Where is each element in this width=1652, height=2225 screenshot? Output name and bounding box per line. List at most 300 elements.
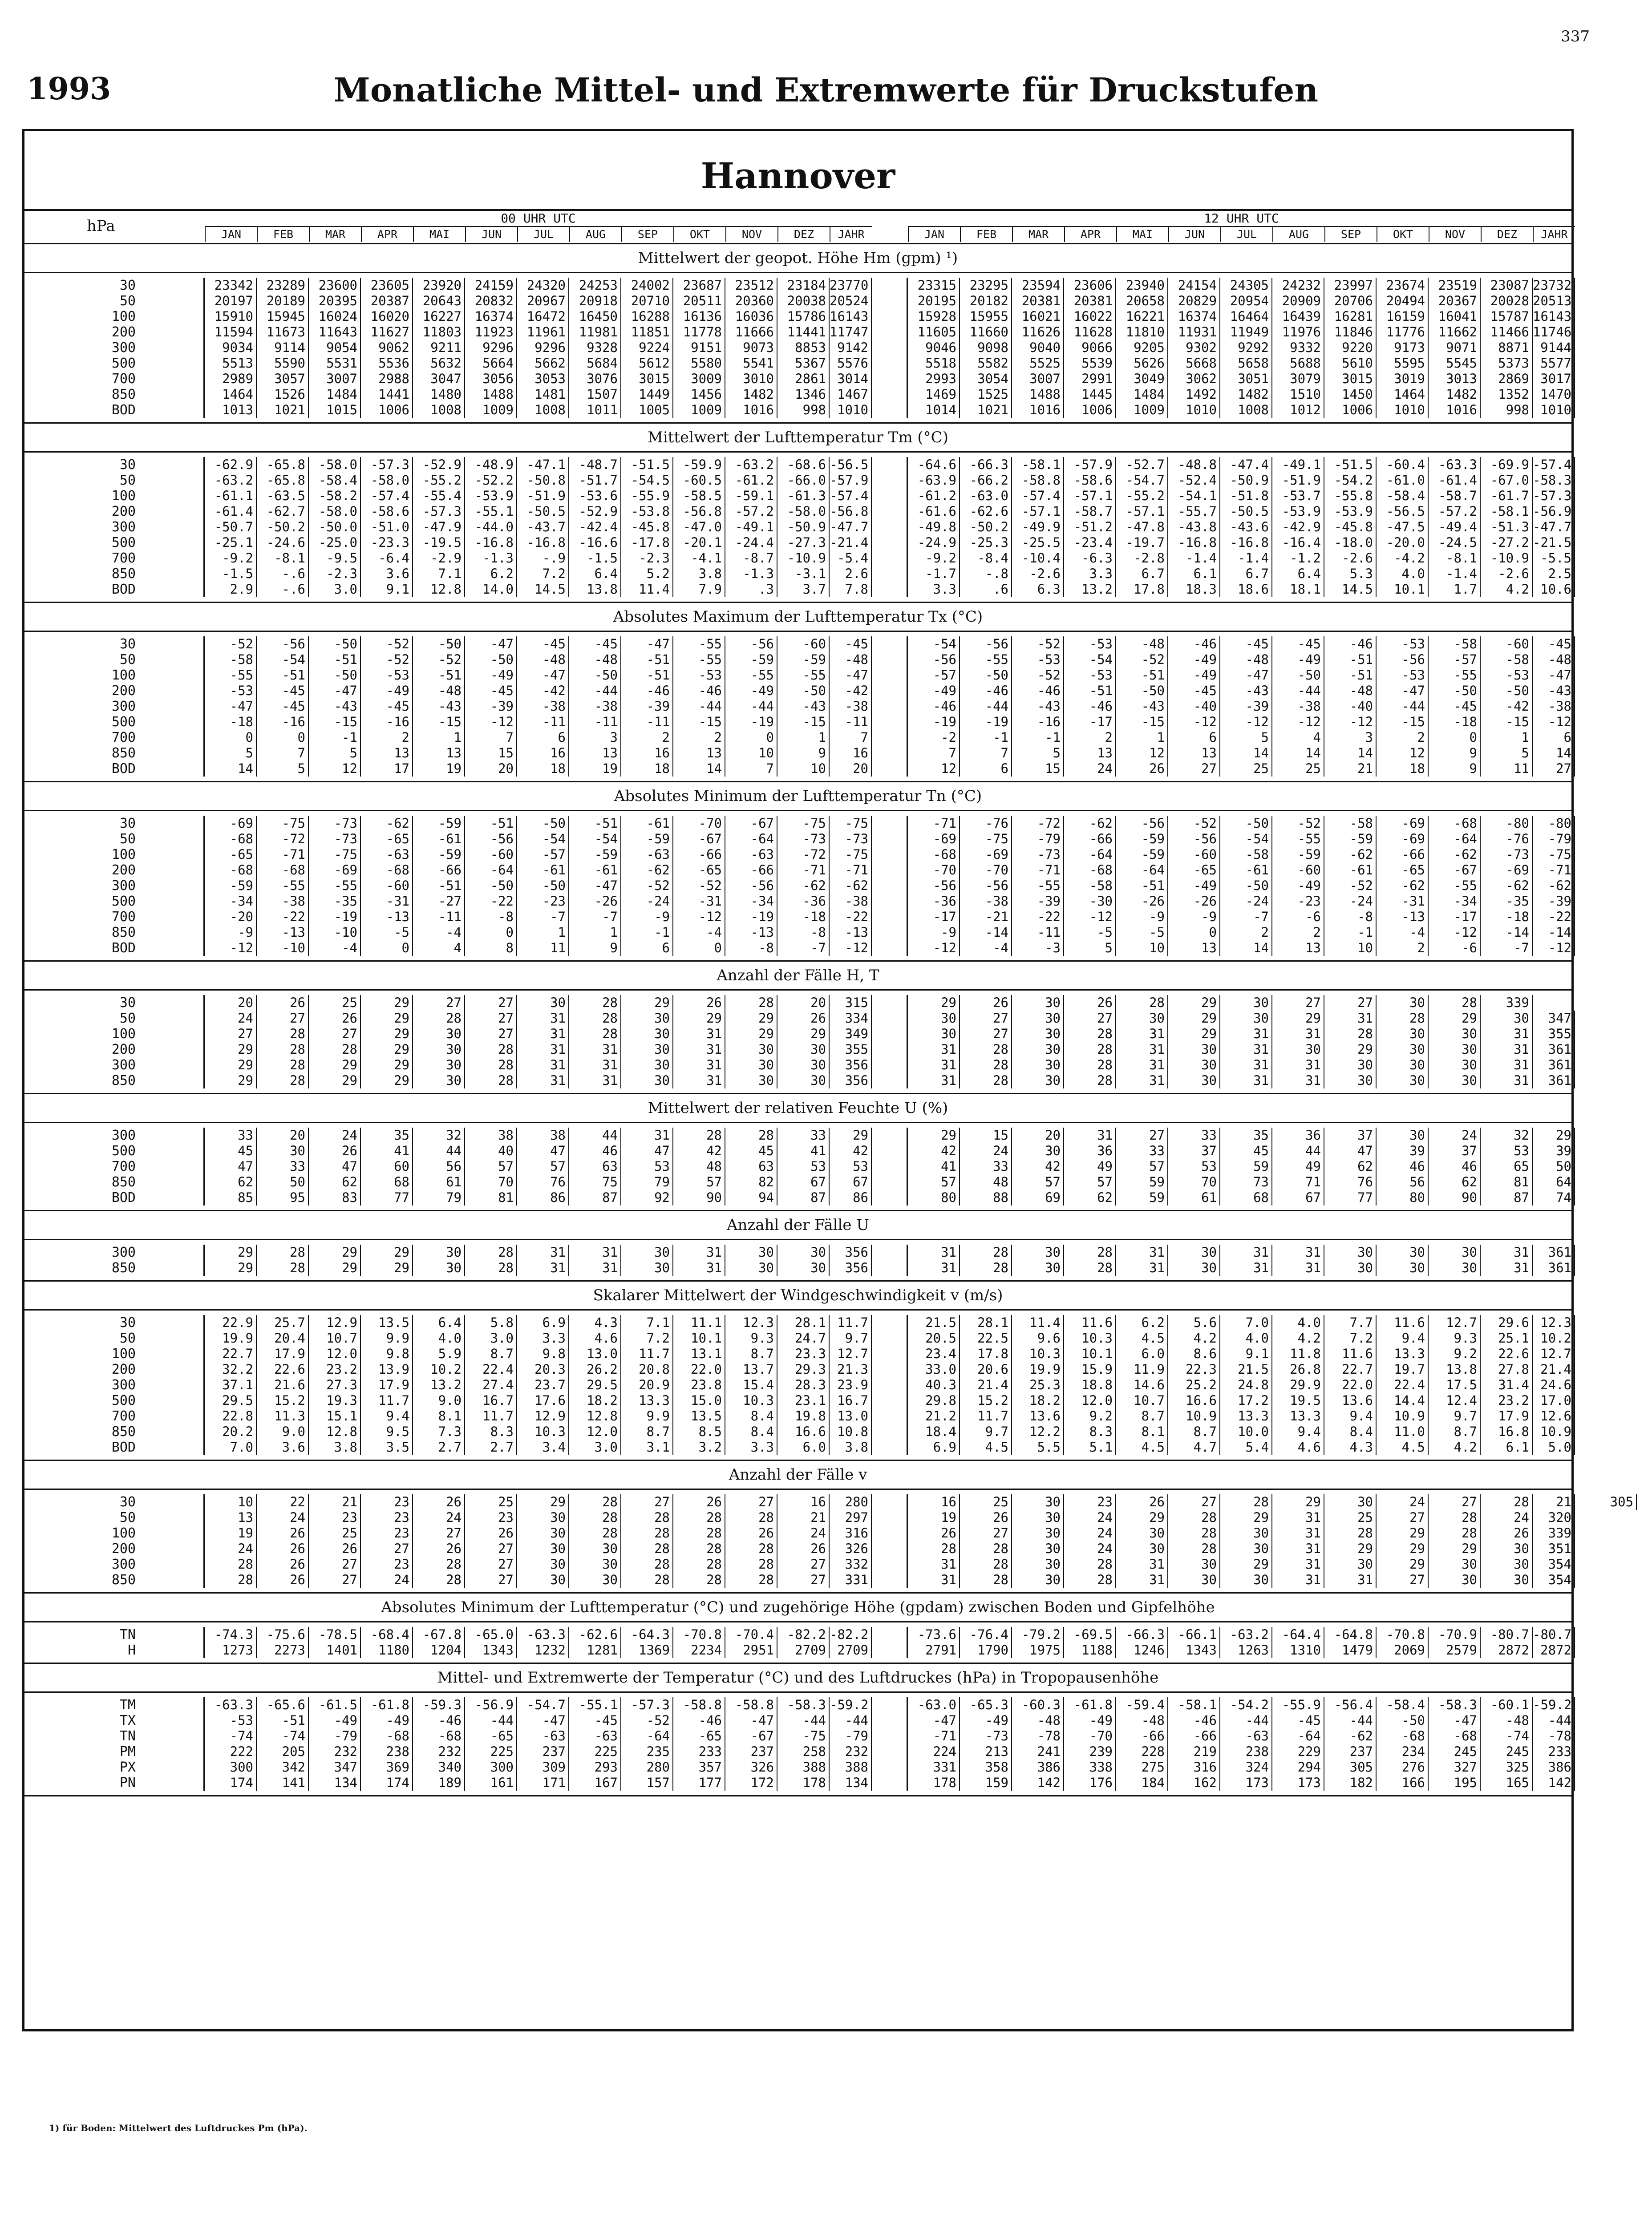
table-cell: -67	[1429, 862, 1481, 878]
table-cell: 30	[413, 1260, 465, 1276]
table-cell: 11.9	[1116, 1362, 1168, 1377]
table-cell: 29	[1116, 1510, 1168, 1525]
table-cell: -64	[1116, 862, 1168, 878]
table-cell: -49	[361, 683, 413, 699]
table-cell: -52.7	[1116, 457, 1168, 473]
table-cell: 31	[1272, 1260, 1324, 1276]
table-cell: -45.8	[1324, 519, 1377, 535]
table-cell: -50	[777, 683, 830, 699]
table-cell: -46	[413, 1713, 465, 1728]
table-cell: 17.9	[1481, 1408, 1533, 1424]
table-cell: 28	[673, 1525, 725, 1541]
table-row	[24, 714, 1571, 730]
table-cell: -54	[908, 636, 960, 652]
table-cell: -49.9	[1012, 519, 1064, 535]
table-cell: 228	[1116, 1744, 1168, 1760]
table-cell: -60	[361, 878, 413, 894]
table-cell: 213	[960, 1744, 1012, 1760]
table-cell: 30	[1429, 1557, 1481, 1572]
table-cell: -75	[960, 831, 1012, 847]
table-cell: 35	[361, 1128, 413, 1143]
table-cell: 20189	[257, 293, 309, 309]
table-cell: 28	[465, 1245, 517, 1260]
table-cell: -68	[361, 1728, 413, 1744]
table-cell: 31	[908, 1042, 960, 1057]
table-cell: -79	[830, 1728, 872, 1744]
table-cell: 9062	[361, 340, 413, 356]
table-cell: 29	[361, 1011, 413, 1026]
table-cell: 232	[413, 1744, 465, 1760]
month-header-00-mar: MAR	[309, 227, 361, 242]
table-cell: -48	[569, 652, 621, 668]
table-cell: 30	[1012, 1557, 1064, 1572]
table-cell: 30	[1012, 1260, 1064, 1276]
table-cell: -49	[465, 668, 517, 683]
table-cell: -53	[1377, 668, 1429, 683]
table-cell: -63.0	[908, 1697, 960, 1713]
table-cell: 361	[1533, 1260, 1575, 1276]
table-cell: 184	[1116, 1775, 1168, 1791]
table-row	[24, 519, 1571, 535]
table-cell: -2.6	[1012, 566, 1064, 582]
table-cell: 9.7	[830, 1331, 872, 1346]
table-cell: 351	[1533, 1541, 1575, 1557]
table-cell: 29	[1168, 1026, 1220, 1042]
table-cell: 28.3	[777, 1377, 830, 1393]
table-cell: -48	[413, 683, 465, 699]
table-cell: -54	[517, 831, 569, 847]
table-cell: 189	[413, 1775, 465, 1791]
table-cell: -57.1	[1064, 488, 1116, 504]
table-cell: -47.8	[1116, 519, 1168, 535]
table-cell: 5610	[1324, 356, 1377, 371]
table-cell: -15	[413, 714, 465, 730]
table-cell: 23594	[1012, 278, 1064, 293]
table-cell: 280	[621, 1760, 673, 1775]
table-cell: 2951	[725, 1642, 777, 1658]
table-cell: 10.8	[830, 1424, 872, 1440]
table-cell: 19.7	[1377, 1362, 1429, 1377]
table-cell: -62	[621, 862, 673, 878]
row-label: 500	[111, 356, 136, 371]
row-label: 200	[111, 1541, 136, 1557]
table-cell: -50.2	[257, 519, 309, 535]
table-cell: 12.2	[1012, 1424, 1064, 1440]
table-cell: 16374	[1168, 309, 1220, 324]
table-cell: 28	[1220, 1494, 1272, 1510]
table-cell: -20	[205, 909, 257, 925]
table-cell: 20524	[830, 293, 872, 309]
table-cell: 15945	[257, 309, 309, 324]
row-label: 50	[119, 652, 136, 668]
data-table-frame	[22, 129, 1633, 2031]
table-cell: 29	[1429, 1011, 1481, 1026]
table-cell: 53	[621, 1159, 673, 1174]
table-cell: 85	[205, 1190, 257, 1206]
table-cell: -38	[830, 699, 872, 714]
table-cell: -4	[960, 940, 1012, 956]
table-cell: -62.7	[257, 504, 309, 519]
table-cell: 233	[1533, 1744, 1575, 1760]
table-cell: 31	[569, 1057, 621, 1073]
table-cell: 23	[361, 1525, 413, 1541]
table-cell: 16.8	[1481, 1424, 1533, 1440]
table-cell: 30	[413, 1245, 465, 1260]
table-cell: 3076	[569, 371, 621, 387]
table-cell: 31	[673, 1073, 725, 1088]
table-cell: 9.4	[1377, 1331, 1429, 1346]
table-cell: -16.4	[1272, 535, 1324, 550]
table-cell: -64.3	[621, 1627, 673, 1642]
table-cell: 23600	[309, 278, 361, 293]
table-cell: 8.3	[465, 1424, 517, 1440]
section-body	[24, 1311, 1571, 1460]
table-cell: -71	[830, 862, 872, 878]
table-cell: -60	[465, 847, 517, 862]
table-cell: 245	[1429, 1744, 1481, 1760]
table-section	[24, 962, 1571, 1094]
table-cell: -46	[1012, 683, 1064, 699]
table-cell: 13.3	[621, 1393, 673, 1408]
table-cell: 20513	[1533, 293, 1575, 309]
table-section	[24, 782, 1571, 962]
table-cell: -78	[1533, 1728, 1575, 1744]
table-cell: -25.0	[309, 535, 361, 550]
table-cell: -73	[309, 831, 361, 847]
table-cell: 174	[361, 1775, 413, 1791]
table-cell: 61	[1168, 1190, 1220, 1206]
row-label: 100	[111, 1026, 136, 1042]
table-cell: 28	[1064, 1073, 1116, 1088]
table-cell: -75	[830, 847, 872, 862]
table-cell: 3047	[413, 371, 465, 387]
table-cell: -51	[569, 816, 621, 831]
table-cell: 3.8	[673, 566, 725, 582]
table-cell: -55	[725, 668, 777, 683]
table-cell: 10.0	[1220, 1424, 1272, 1440]
table-cell: 1006	[1324, 402, 1377, 418]
table-cell: 20710	[621, 293, 673, 309]
table-cell: 355	[830, 1042, 872, 1057]
table-cell: 6.7	[1116, 566, 1168, 582]
table-cell: -4	[413, 925, 465, 940]
table-cell: 28	[725, 1557, 777, 1572]
table-cell: 30	[1481, 1011, 1533, 1026]
table-cell: -52.4	[1168, 473, 1220, 488]
table-cell: 10.9	[1168, 1408, 1220, 1424]
table-cell: 44	[413, 1143, 465, 1159]
table-cell: 33	[960, 1159, 1012, 1174]
table-cell: 26	[465, 1525, 517, 1541]
table-cell: -64	[465, 862, 517, 878]
table-cell: 1010	[830, 402, 872, 418]
table-cell: 14	[673, 761, 725, 777]
table-cell: 24	[1064, 1525, 1116, 1541]
table-cell: 1467	[830, 387, 872, 402]
table-cell: -63.0	[960, 488, 1012, 504]
table-cell: 6.4	[413, 1315, 465, 1331]
month-header-12-nov: NOV	[1429, 227, 1481, 242]
table-cell: 5688	[1272, 356, 1324, 371]
table-cell: 26	[309, 1011, 361, 1026]
table-cell: 3.6	[257, 1440, 309, 1455]
table-cell: -52	[673, 878, 725, 894]
section-title: Mittel- und Extremwerte der Temperatur (°C) und des Luftdruckes (hPa) in Tropopausenhöhe	[24, 1664, 1571, 1693]
sections-container	[24, 244, 1633, 1796]
table-cell: -59	[1116, 831, 1168, 847]
table-cell: 30	[1481, 1541, 1533, 1557]
table-cell: -58.8	[673, 1697, 725, 1713]
table-cell: 86	[830, 1190, 872, 1206]
table-cell: 1343	[1168, 1642, 1220, 1658]
table-cell: 7	[908, 745, 960, 761]
table-cell: -42	[517, 683, 569, 699]
table-cell: 23519	[1429, 278, 1481, 293]
table-cell: -7	[777, 940, 830, 956]
table-cell: -52	[1168, 816, 1220, 831]
table-cell: 28	[1168, 1510, 1220, 1525]
table-cell: 178	[777, 1775, 830, 1791]
table-cell: -63.9	[908, 473, 960, 488]
table-cell: 30	[777, 1260, 830, 1276]
table-cell: -1.4	[1220, 550, 1272, 566]
table-cell: -53	[205, 1713, 257, 1728]
table-cell: -1.2	[1272, 550, 1324, 566]
table-cell: 13	[1272, 940, 1324, 956]
table-cell: 3.8	[830, 1440, 872, 1455]
table-cell: -55.9	[1272, 1697, 1324, 1713]
table-cell: 5577	[1533, 356, 1575, 371]
table-row	[24, 1377, 1571, 1393]
table-cell: -9.5	[309, 550, 361, 566]
table-cell: 27	[465, 995, 517, 1011]
table-cell: 13.7	[725, 1362, 777, 1377]
table-cell: 8871	[1481, 340, 1533, 356]
table-cell: 27	[257, 1011, 309, 1026]
table-cell: 37.1	[205, 1377, 257, 1393]
table-cell: -35	[1481, 894, 1533, 909]
table-cell: -50	[517, 816, 569, 831]
table-cell: 80	[908, 1190, 960, 1206]
table-cell: 57	[1012, 1174, 1064, 1190]
table-cell: 5	[1064, 940, 1116, 956]
table-cell: 9040	[1012, 340, 1064, 356]
table-cell: -63	[569, 1728, 621, 1744]
table-cell: -1	[309, 730, 361, 745]
table-cell: 3.2	[673, 1440, 725, 1455]
table-cell: -50	[465, 878, 517, 894]
table-cell: 28	[960, 1572, 1012, 1588]
month-header-00-nov: NOV	[725, 227, 777, 242]
table-cell: 280	[830, 1494, 872, 1510]
table-cell: 3053	[517, 371, 569, 387]
table-cell: 77	[361, 1190, 413, 1206]
row-label: 30	[119, 995, 136, 1011]
table-cell: -17	[908, 909, 960, 925]
table-cell: 1480	[413, 387, 465, 402]
table-cell: -56.4	[1324, 1697, 1377, 1713]
table-cell: 53	[830, 1159, 872, 1174]
table-cell: 11.1	[673, 1315, 725, 1331]
table-cell: 8.3	[1064, 1424, 1116, 1440]
table-cell: 11673	[257, 324, 309, 340]
table-cell: 162	[1168, 1775, 1220, 1791]
table-cell: 31	[1272, 1510, 1324, 1525]
table-cell: -15	[1116, 714, 1168, 730]
table-cell: -13	[257, 925, 309, 940]
row-label: TN	[119, 1627, 136, 1642]
table-cell: 40	[465, 1143, 517, 1159]
table-cell: -12	[830, 940, 872, 956]
table-cell: 0	[1168, 925, 1220, 940]
table-cell: 31	[1220, 1026, 1272, 1042]
table-cell: -68	[1064, 862, 1116, 878]
table-cell: -57.3	[413, 504, 465, 519]
table-cell: -11	[517, 714, 569, 730]
table-cell: 24	[205, 1011, 257, 1026]
table-cell: 42	[673, 1143, 725, 1159]
table-cell: 18.6	[1220, 582, 1272, 597]
table-cell: 30	[1012, 1245, 1064, 1260]
table-cell: -16	[1012, 714, 1064, 730]
table-cell: -22	[1012, 909, 1064, 925]
table-cell: 6.1	[1168, 566, 1220, 582]
table-cell: 27	[1168, 761, 1220, 777]
table-cell: 12.3	[1533, 1315, 1575, 1331]
table-cell: -66	[673, 847, 725, 862]
table-cell: 9054	[309, 340, 361, 356]
table-cell: 11931	[1168, 324, 1220, 340]
row-label: 50	[119, 831, 136, 847]
table-cell: 356	[830, 1057, 872, 1073]
table-cell: 8.1	[413, 1408, 465, 1424]
table-cell: 31	[1220, 1260, 1272, 1276]
table-cell: -73	[1481, 847, 1533, 862]
table-cell: -24.5	[1429, 535, 1481, 550]
table-cell: 26	[725, 1525, 777, 1541]
table-cell: 82	[725, 1174, 777, 1190]
table-cell: 8.7	[1116, 1408, 1168, 1424]
table-cell: 28	[673, 1541, 725, 1557]
table-cell: 16022	[1064, 309, 1116, 324]
table-cell: -51	[309, 652, 361, 668]
table-cell: -53	[361, 668, 413, 683]
table-cell: 26	[1064, 995, 1116, 1011]
table-cell: -25.3	[960, 535, 1012, 550]
table-cell: 9114	[257, 340, 309, 356]
table-cell: 19	[908, 1510, 960, 1525]
table-cell: 6.7	[1220, 566, 1272, 582]
table-cell: -39	[1220, 699, 1272, 714]
table-cell: 28	[1064, 1042, 1116, 1057]
table-cell: -19	[725, 909, 777, 925]
table-row	[24, 1057, 1571, 1073]
table-cell: 0	[725, 730, 777, 745]
table-cell: 30	[621, 1026, 673, 1042]
table-cell: -65	[673, 862, 725, 878]
table-cell: -49	[361, 1713, 413, 1728]
table-cell: -52.9	[569, 504, 621, 519]
table-cell: 5531	[309, 356, 361, 371]
table-cell: 23.1	[777, 1393, 830, 1408]
table-cell: 357	[673, 1760, 725, 1775]
table-cell: 11.6	[1377, 1315, 1429, 1331]
table-cell: -9	[205, 925, 257, 940]
table-row	[24, 1744, 1571, 1760]
table-cell: 27	[960, 1011, 1012, 1026]
table-cell: 9.3	[725, 1331, 777, 1346]
table-cell: -20.1	[673, 535, 725, 550]
table-cell: 4.2	[1168, 1331, 1220, 1346]
table-cell: 56	[413, 1159, 465, 1174]
table-cell: 23997	[1324, 278, 1377, 293]
table-cell: 37	[1168, 1143, 1220, 1159]
table-cell: -68	[205, 831, 257, 847]
table-cell: 22.3	[1168, 1362, 1220, 1377]
table-cell: 23	[1064, 1494, 1116, 1510]
table-cell: 6.2	[465, 566, 517, 582]
table-cell: 1016	[1429, 402, 1481, 418]
table-cell: 2069	[1377, 1642, 1429, 1658]
table-cell: -54.1	[1168, 488, 1220, 504]
table-cell: 26	[1116, 1494, 1168, 1510]
table-cell: -63	[725, 847, 777, 862]
table-cell: -72	[257, 831, 309, 847]
table-cell: 15	[1012, 761, 1064, 777]
table-cell: 49	[1064, 1159, 1116, 1174]
row-label: 700	[111, 909, 136, 925]
table-cell: 347	[309, 1760, 361, 1775]
table-cell: -59	[413, 847, 465, 862]
table-cell: 171	[517, 1775, 569, 1791]
table-cell: -60.5	[673, 473, 725, 488]
table-cell: -58.3	[777, 1697, 830, 1713]
table-cell: 356	[830, 1073, 872, 1088]
month-header-00-feb: FEB	[257, 227, 309, 242]
table-cell: -5	[361, 925, 413, 940]
table-cell: 3007	[309, 371, 361, 387]
table-cell: 24154	[1168, 278, 1220, 293]
table-cell: 23184	[777, 278, 830, 293]
table-cell: -63	[517, 1728, 569, 1744]
table-cell: -52	[1324, 878, 1377, 894]
table-cell: 3.0	[569, 1440, 621, 1455]
table-cell: -64.4	[1272, 1627, 1324, 1642]
table-cell: -51.5	[621, 457, 673, 473]
table-cell: 9071	[1429, 340, 1481, 356]
table-cell: 70	[1168, 1174, 1220, 1190]
table-cell: -50	[1481, 683, 1533, 699]
table-cell: -3.1	[777, 566, 830, 582]
table-cell: 47	[517, 1143, 569, 1159]
table-cell: -46	[673, 1713, 725, 1728]
table-cell: 28	[1064, 1260, 1116, 1276]
table-cell: 32	[1481, 1128, 1533, 1143]
table-cell: 5518	[908, 356, 960, 371]
table-cell: 9.2	[1429, 1346, 1481, 1362]
row-label: 850	[111, 1572, 136, 1588]
table-cell: 29	[908, 995, 960, 1011]
section-title: Mittelwert der geopot. Höhe Hm (gpm) ¹)	[24, 244, 1571, 273]
table-cell: 3	[1324, 730, 1377, 745]
table-cell: 342	[257, 1760, 309, 1775]
table-cell: 5612	[621, 356, 673, 371]
table-cell: -62	[361, 816, 413, 831]
table-cell: 29.8	[908, 1393, 960, 1408]
table-cell: -54.7	[517, 1697, 569, 1713]
table-cell: 31	[1116, 1245, 1168, 1260]
table-cell: 9142	[830, 340, 872, 356]
